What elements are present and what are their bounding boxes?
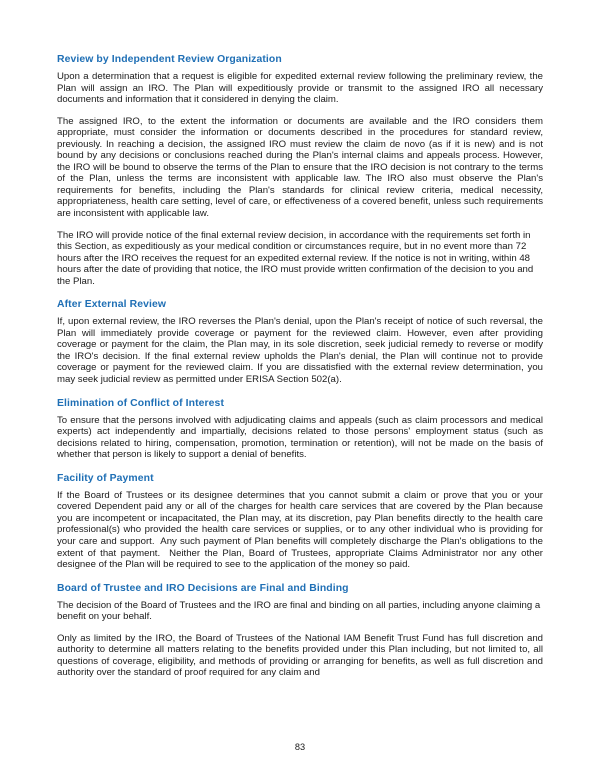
paragraph: To ensure that the persons involved with adjudicating claims and appeals (such as claim processors and medical experts) act independently and impartially, decisions related to those persons' employment status (such as decisions related to hiring, compensation, promotion, termination or retention), will not be made on the basis of whether that person is likely to support a denial of benefits. <box>57 414 546 461</box>
section-heading-review-by-independent-review-organization: Review by Independent Review Organization <box>57 54 282 65</box>
page-content <box>57 53 546 689</box>
paragraph: The assigned IRO, to the extent the information or documents are available and the IRO considers them appropriate, must consider the information or documents described in the procedures for standard review, previously. In reaching a decision, the assigned IRO must review the claim de novo (as if it is new) and is not bound by any decisions or conclusions reached during the Plan's internal claims and appeals process. However, the IRO will be bound to observe the terms of the Plan to ensure that the IRO decision is not contrary to the terms of the Plan, unless the terms are inconsistent with applicable law. The IRO also must observe the Plan's requirements for benefits, including the Plan's standards for clinical review criteria, medical necessity, appropriateness, health care setting, level of care, or effectiveness of a covered benefit, unless such requirements are inconsistent with applicable law. <box>57 115 546 220</box>
paragraph: If the Board of Trustees or its designee determines that you cannot submit a claim or prove that you or your covered Dependent paid any or all of the charges for health care services that are covered by the Plan because you are incompetent or incapacitated, the Plan may, at its discretion, pay Plan benefits directly to the health care professional(s) who provided the health care services or supplies, or to any other individual who is providing for your care and support. Any such payment of Plan benefits will completely discharge the Plan's obligations to the extent of that payment. Neither the Plan, Board of Trustees, appropriate Claims Administrator nor any other designee of the Plan will be required to see to the application of the money so paid. <box>57 489 546 571</box>
paragraph: Only as limited by the IRO, the Board of Trustees of the National IAM Benefit Trust Fund has full discretion and authority to determine all matters relating to the benefits provided under this Plan including, but not limited to, all questions of coverage, eligibility, and methods of providing or arranging for benefits, as well as full discretion and authority over the standard of proof required for any claim and <box>57 632 546 679</box>
section-heading-board-of-trustee-and-iro-decisions-are-final-and-binding: Board of Trustee and IRO Decisions are Final and Binding <box>57 582 349 594</box>
section-heading-elimination-of-conflict-of-interest: Elimination of Conflict of Interest <box>57 397 225 409</box>
section-heading-facility-of-payment: Facility of Payment <box>57 472 154 484</box>
paragraph: The decision of the Board of Trustees and the IRO are final and binding on all parties, including anyone claiming a benefit on your behalf. <box>57 599 543 623</box>
paragraph: Upon a determination that a request is eligible for expedited external review following the preliminary review, the Plan will assign an IRO. The Plan will expeditiously provide or transmit to the assigned IRO all necessary documents and information that it considered in denying the claim. <box>57 71 546 106</box>
paragraph: The IRO will provide notice of the final external review decision, in accordance with the requirements set forth in this Section, as expeditiously as your medical condition or circumstances require, but in no event more than 72 hours after the IRO receives the request for an expedited external review. If the notice is not in writing, within 48 hours after the date of providing that notice, the IRO must provide written confirmation of the decision to you and the Plan. <box>57 229 536 287</box>
paragraph: If, upon external review, the IRO reverses the Plan's denial, upon the Plan's receipt of notice of such reversal, the Plan will immediately provide coverage or payment for the reviewed claim. However, even after providing coverage or payment for the claim, the Plan may, in its sole discretion, seek judicial remedy to reverse or modify the IRO's decision. If the final external review upholds the Plan's denial, the Plan will continue not to provide coverage or payment for the reviewed claim. If you are dissatisfied with the external review determination, you may seek judicial review as permitted under ERISA Section 502(a). <box>57 316 546 386</box>
page-number: 83 <box>294 742 306 752</box>
section-heading-after-external-review: After External Review <box>57 299 167 311</box>
